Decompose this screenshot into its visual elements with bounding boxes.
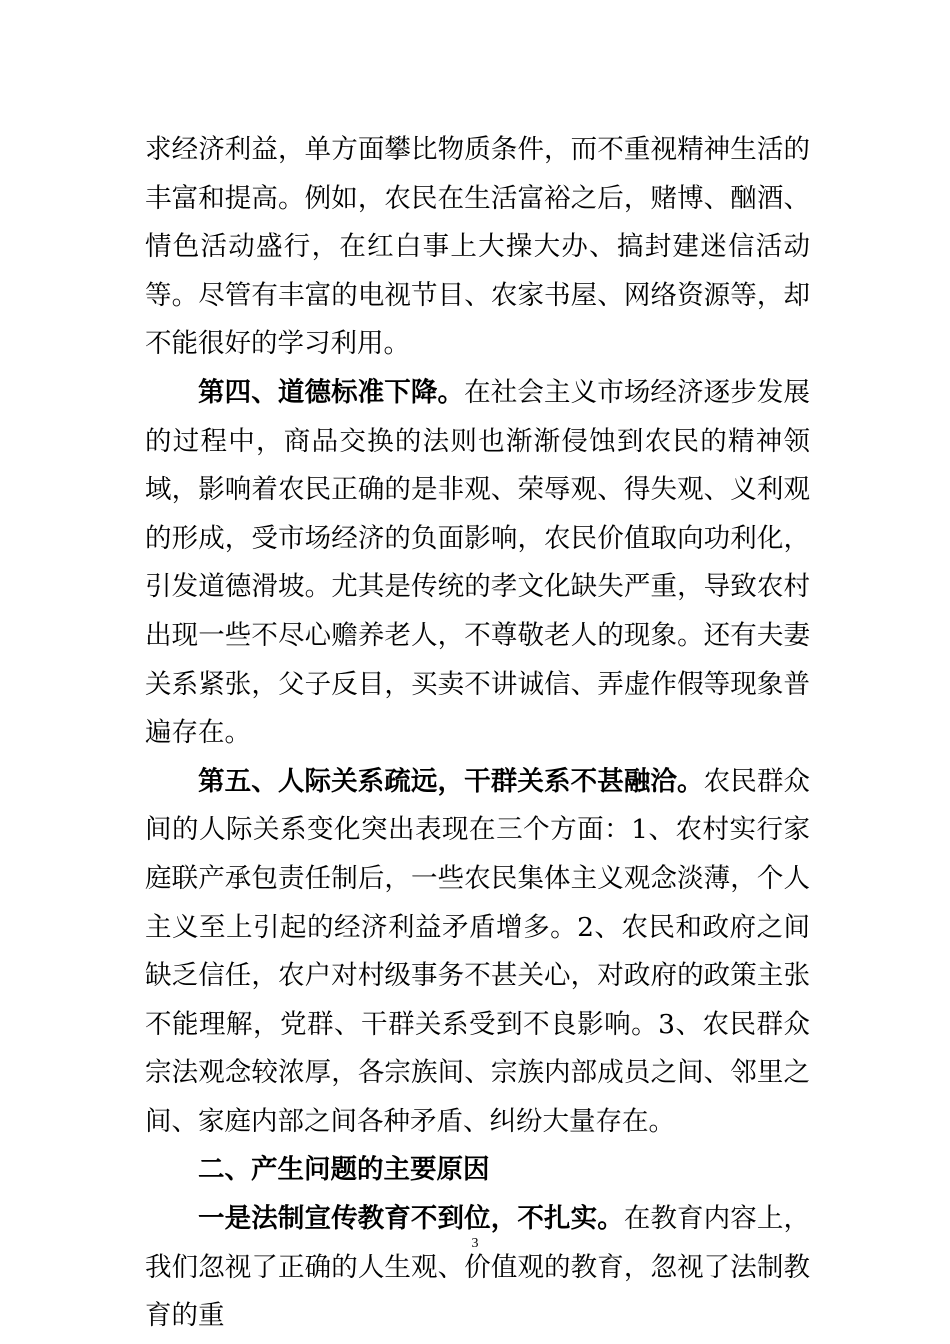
paragraph-2-lead: 第四、道德标准下降。 (198, 376, 465, 408)
paragraph-5-lead: 一是法制宣传教育不到位，不扎实。 (198, 1203, 624, 1235)
paragraph-5 (145, 1195, 810, 1341)
paragraph-2-text: 在社会主义市场经济逐步发展的过程中，商品交换的法则也渐渐侵蚀到农民的精神领域，影响着农民正确的是非观、荣辱观、得失观、义利观的形成，受市场经济的负面影响，农民价值取向功利化，引发道德滑坡。尤其是传统的孝文化缺失严重，导致农村出现一些不尽心赡养老人，不尊敬老人的现象。还有夫妻关系紧张，父子反目，买卖不讲诚信、弄虚作假等现象普遍存在。 (145, 376, 811, 749)
paragraph-3-text: 农民群众间的人际关系变化突出表现在三个方面：1、农村实行家庭联产承包责任制后，一些农民集体主义观念淡薄，个人主义至上引起的经济利益矛盾增多。2、农民和政府之间缺乏信任，农户对村级事务不甚关心，对政府的政策主张不能理解，党群、干群关系受到不良影响。3、农民群众宗法观念较浓厚，各宗族间、宗族内部成员之间、邻里之间、家庭内部之间各种矛盾、纠纷大量存在。 (145, 765, 811, 1137)
section-heading-text: 二、产生问题的主要原因 (198, 1154, 490, 1186)
page-number: 3 (471, 1236, 479, 1251)
paragraph-3-lead: 第五、人际关系疏远，干群关系不甚融洽。 (198, 765, 704, 797)
section-heading (145, 1146, 810, 1195)
paragraph-1 (145, 126, 810, 369)
paragraph-2 (145, 369, 810, 758)
paragraph-1-text: 求经济利益，单方面攀比物质条件，而不重视精神生活的丰富和提高。例如，农民在生活富裕之后，赌博、酗酒、情色活动盛行，在红白事上大操大办、搞封建迷信活动等。尽管有丰富的电视节目、农家书屋、网络资源等，却不能很好的学习利用。 (145, 134, 810, 360)
paragraph-5-text: 在教育内容上，我们忽视了正确的人生观、价值观的教育，忽视了法制教育的重 (145, 1203, 811, 1332)
body-text (145, 126, 810, 1341)
paragraph-3 (145, 758, 810, 1147)
